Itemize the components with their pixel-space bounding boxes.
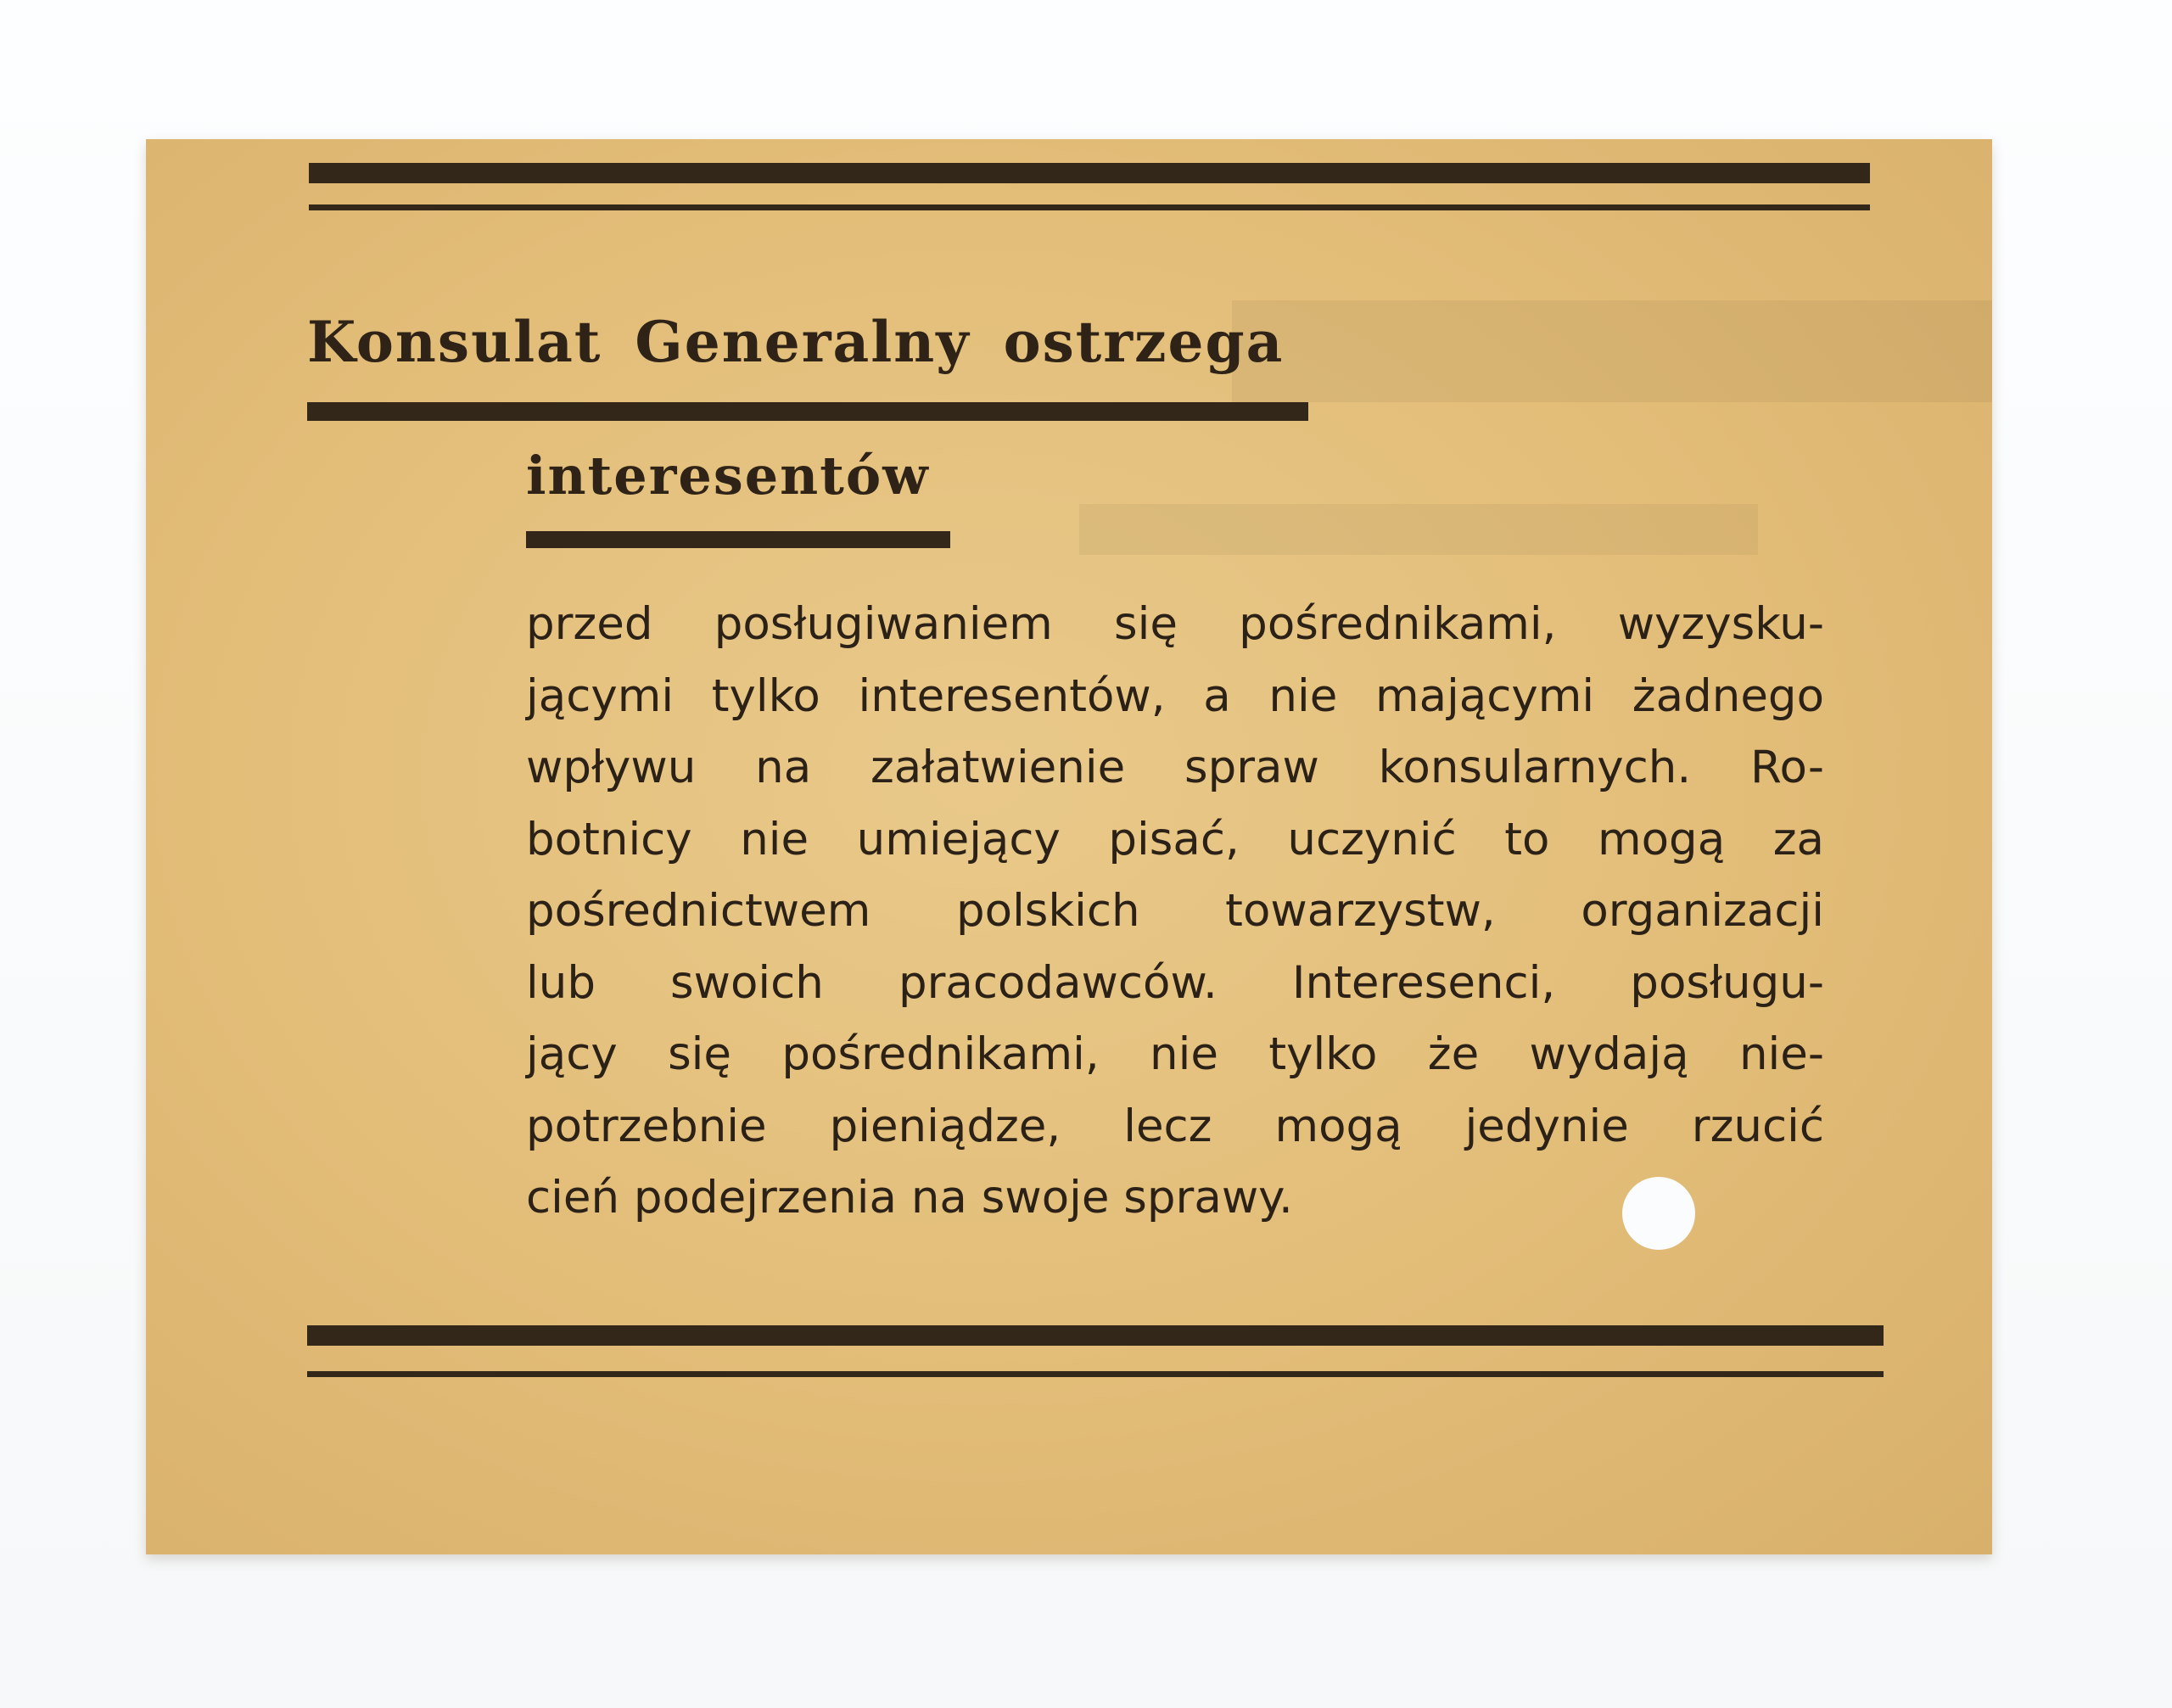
body-line: botnicy nie umiejący pisać, uczynić to mogą za — [526, 813, 1824, 865]
notice-subheading: interesentów — [526, 445, 930, 507]
subheading-underline — [526, 531, 950, 548]
body-line: jący się pośrednikami, nie tylko że wydają nie- — [526, 1028, 1824, 1080]
body-line: cień podejrzenia na swoje sprawy. — [526, 1172, 1293, 1224]
body-line: potrzebnie pieniądze, lecz mogą jedynie rzucić — [526, 1100, 1824, 1152]
consulate-notice-card — [146, 139, 1992, 1554]
top-thick-rule — [309, 163, 1870, 183]
top-thin-rule — [309, 204, 1870, 210]
bleed-through-decoration — [1232, 300, 1992, 402]
body-line: pośrednictwem polskich towarzystw, organizacji — [526, 885, 1824, 937]
notice-body — [526, 589, 1824, 1235]
bottom-thick-rule — [307, 1325, 1884, 1346]
punch-hole — [1622, 1177, 1695, 1250]
notice-heading: Konsulat Generalny ostrzega — [307, 309, 1285, 375]
body-line: przed posługiwaniem się pośrednikami, wyzysku- — [526, 598, 1824, 650]
bottom-thin-rule — [307, 1371, 1884, 1377]
bleed-through-decoration — [1079, 504, 1758, 555]
body-line: wpływu na załatwienie spraw konsularnych. Ro- — [526, 742, 1824, 793]
heading-underline — [307, 402, 1308, 421]
body-line: jącymi tylko interesentów, a nie mającymi żadnego — [526, 669, 1824, 722]
body-line: lub swoich pracodawców. Interesenci, posługu- — [526, 956, 1824, 1009]
